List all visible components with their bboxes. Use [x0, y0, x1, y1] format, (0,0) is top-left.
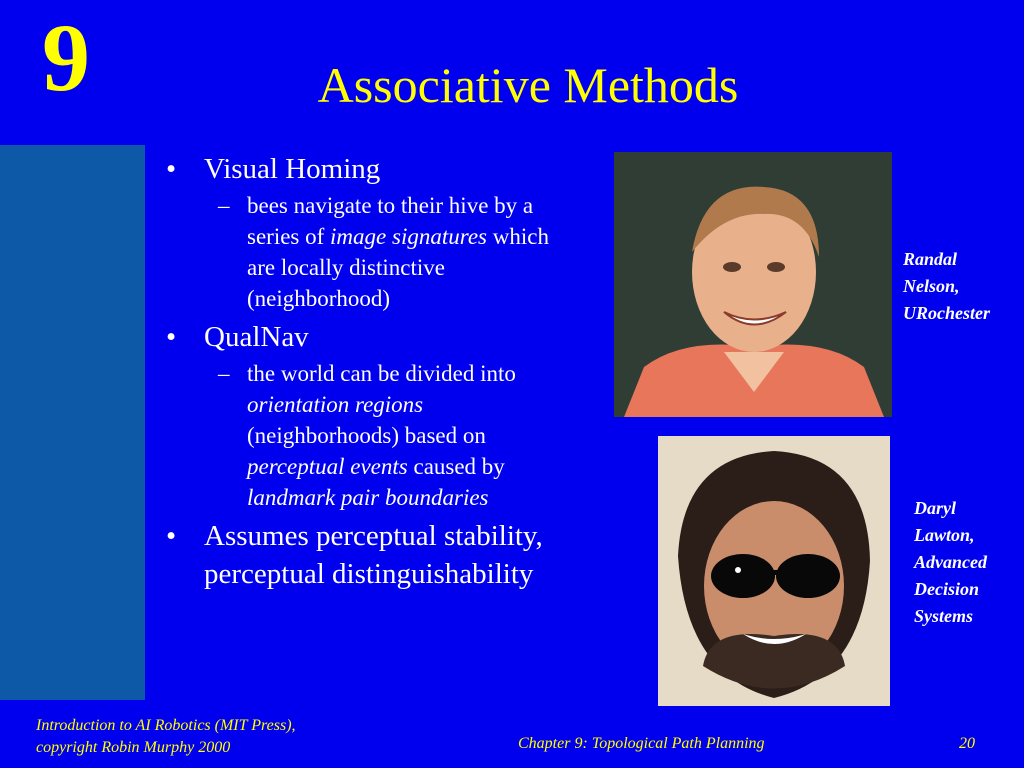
bullet-marker: •: [166, 153, 177, 185]
photo-caption-lawton: [914, 495, 987, 630]
photo-caption-nelson: [903, 246, 990, 327]
sub-bullet-text: [247, 190, 562, 314]
dash-marker: –: [218, 193, 230, 218]
bullet-text: Visual Homing: [204, 153, 381, 185]
sub-text-segment: (neighborhoods) based on: [247, 423, 486, 448]
footer-line: Introduction to AI Robotics (MIT Press),: [36, 717, 296, 734]
sub-bullet-item: [162, 358, 562, 513]
portrait-photo-lawton: [658, 436, 890, 706]
sub-text-segment: bees navigate to their hive by a series of: [247, 193, 534, 249]
portrait-illustration: [658, 436, 890, 706]
portrait-photo-nelson: [614, 152, 892, 417]
sub-text-segment: caused by: [407, 454, 505, 479]
portrait-illustration: [614, 152, 892, 417]
footer-copyright: [36, 715, 296, 759]
caption-line: Daryl: [914, 498, 956, 518]
page-number: 20: [959, 735, 975, 752]
caption-line: Nelson,: [903, 276, 960, 296]
bullet-marker: •: [166, 321, 177, 353]
bullet-item: [162, 318, 562, 356]
footer-chapter: Chapter 9: Topological Path Planning: [518, 735, 765, 752]
sub-bullet-text: [247, 358, 562, 513]
bullet-marker: •: [166, 520, 177, 552]
chapter-number: 9: [42, 4, 90, 111]
caption-line: Decision: [914, 579, 979, 599]
caption-line: Advanced: [914, 552, 987, 572]
bullet-text: Assumes perceptual stability, perceptual distinguishability: [204, 520, 543, 590]
side-color-bar: [0, 145, 145, 700]
sub-text-segment: which are locally distinctive (neighborhood): [247, 224, 549, 311]
bullet-list: [162, 150, 562, 595]
caption-line: Randal: [903, 249, 958, 269]
sub-text-italic: landmark pair boundaries: [247, 485, 489, 510]
bullet-item: [162, 150, 562, 188]
sub-text-italic: orientation regions: [247, 392, 424, 417]
sub-text-italic: perceptual events: [247, 454, 408, 479]
slide-title: Associative Methods: [317, 57, 739, 113]
dash-marker: –: [218, 361, 230, 386]
sub-text-segment: the world can be divided into: [247, 361, 516, 386]
sub-text-italic: image signatures: [330, 224, 487, 249]
caption-line: Lawton,: [914, 525, 975, 545]
bullet-text: QualNav: [204, 321, 309, 353]
caption-line: Systems: [914, 606, 974, 626]
sub-bullet-item: [162, 190, 562, 314]
caption-line: URochester: [903, 303, 990, 323]
bullet-item: [162, 517, 562, 593]
footer-line: copyright Robin Murphy 2000: [36, 739, 231, 756]
